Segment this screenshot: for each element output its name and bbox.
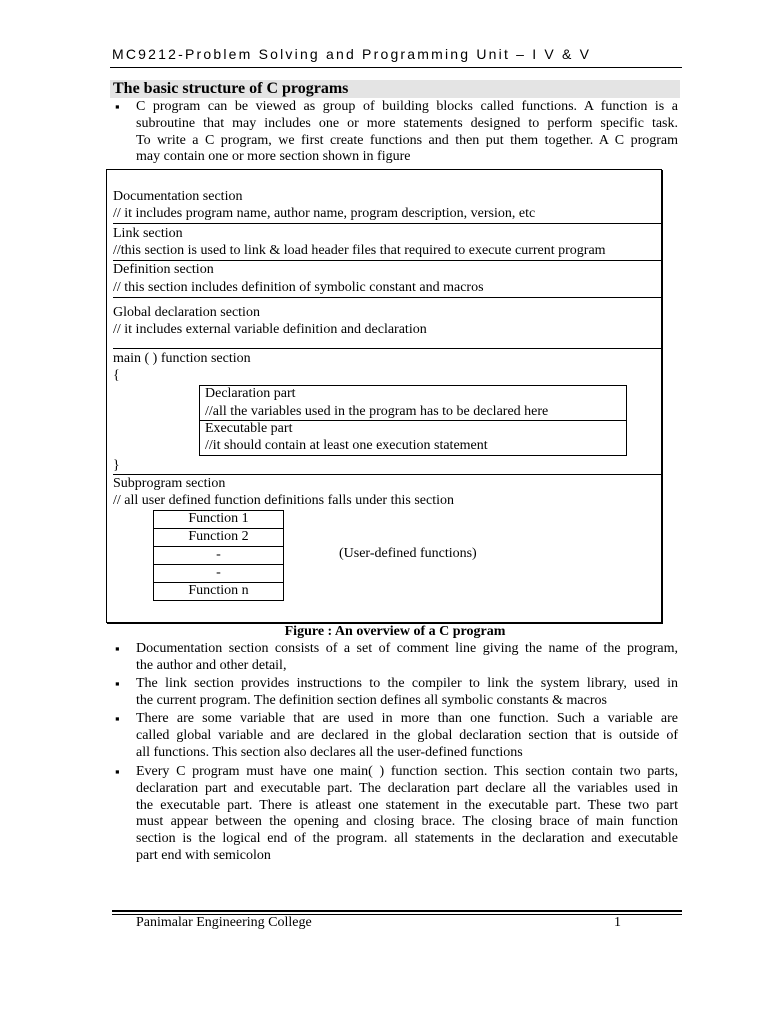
bullet-global-variables — [136, 711, 678, 761]
text-line: must appear between the opening and closing brace. The closing brace of main function — [136, 814, 678, 830]
text-line: may contain one or more section shown in figure — [136, 149, 411, 165]
function-box-2: Function 2 — [153, 528, 284, 547]
text-line: all functions. This section also declares all the user-defined functions — [136, 744, 523, 760]
documentation-section-desc: // it includes program name, author name, program description, version, etc — [113, 206, 536, 221]
section-title: The basic structure of C programs — [110, 80, 680, 98]
text-line: the author and other detail, — [136, 657, 287, 673]
main-function-title: main ( ) function section — [113, 351, 251, 366]
divider — [113, 223, 663, 224]
text-line: the executable part. There is atleast one statement in the executable part. These two part — [136, 797, 678, 813]
bullet-marker: ▪ — [115, 641, 120, 656]
page-number: 1 — [614, 915, 621, 930]
declaration-part-desc: //all the variables used in the program has to be declared here — [205, 404, 549, 419]
text-line: part end with semicolon — [136, 847, 271, 863]
executable-part-box — [199, 420, 627, 456]
text-line: The link section provides instructions to the compiler to link the system library, used in — [136, 676, 678, 691]
divider — [113, 474, 663, 475]
subprogram-section-title: Subprogram section — [113, 476, 226, 491]
close-brace: } — [113, 458, 120, 473]
function-box-ellipsis: - — [153, 546, 284, 565]
text-line: Documentation section consists of a set of comment line giving the name of the program, — [136, 641, 678, 656]
subprogram-section-desc: // all user defined function definitions falls under this section — [113, 493, 454, 508]
function-box-ellipsis: - — [153, 564, 284, 583]
c-program-structure-figure — [106, 169, 662, 623]
text-line: section is the logical end of the program. all statements in the declaration and executable — [136, 831, 678, 847]
bullet-marker: ▪ — [115, 711, 120, 726]
open-brace: { — [113, 368, 120, 383]
definition-section-desc: // this section includes definition of symbolic constant and macros — [113, 280, 484, 295]
bullet-marker: ▪ — [115, 99, 120, 114]
documentation-section-title: Documentation section — [113, 189, 243, 204]
bullet-documentation — [136, 641, 678, 675]
declaration-part-box — [199, 385, 627, 421]
bullet-main-function — [136, 764, 678, 865]
footer-college: Panimalar Engineering College — [136, 915, 312, 930]
divider — [113, 348, 663, 349]
figure-caption: Figure : An overview of a C program — [284, 624, 506, 639]
definition-section-title: Definition section — [113, 262, 214, 277]
text-line: To write a C program, we first create functions and then put them together. A C program — [136, 132, 678, 148]
text-line: Every C program must have one main( ) function section. This section contain two parts, — [136, 764, 678, 779]
footer-rule — [112, 910, 682, 912]
bullet-link-section — [136, 676, 678, 710]
global-declaration-title: Global declaration section — [113, 305, 260, 320]
bullet-marker: ▪ — [115, 676, 120, 691]
link-section-title: Link section — [113, 226, 183, 241]
function-box-n: Function n — [153, 582, 284, 601]
header-rule — [110, 67, 682, 68]
divider — [113, 260, 663, 261]
function-box-1: Function 1 — [153, 510, 284, 529]
text-line: called global variable and are declared in the global declaration section that is outside of — [136, 727, 678, 743]
text-line: the current program. The definition section defines all symbolic constants & macros — [136, 692, 607, 708]
executable-part-desc: //it should contain at least one execution statement — [205, 438, 488, 453]
user-defined-functions-label: (User-defined functions) — [339, 546, 477, 561]
executable-part-title: Executable part — [205, 421, 293, 436]
declaration-part-title: Declaration part — [205, 386, 296, 401]
global-declaration-desc: // it includes external variable definition and declaration — [113, 322, 427, 337]
divider — [113, 297, 663, 298]
text-line: There are some variable that are used in more than one function. Such a variable are — [136, 711, 678, 726]
intro-paragraph — [136, 99, 678, 166]
bullet-marker: ▪ — [115, 764, 120, 779]
running-header: MC9212-Problem Solving and Programming Unit – I V & V — [112, 46, 592, 62]
text-line: declaration part and executable part. The declaration part declare all the variables used in — [136, 780, 678, 796]
text-line: C program can be viewed as group of building blocks called functions. A function is a — [136, 99, 678, 114]
link-section-desc: //this section is used to link & load header files that required to execute current program — [113, 243, 606, 258]
text-line: subroutine that may includes one or more statements designed to perform specific task. — [136, 115, 678, 131]
